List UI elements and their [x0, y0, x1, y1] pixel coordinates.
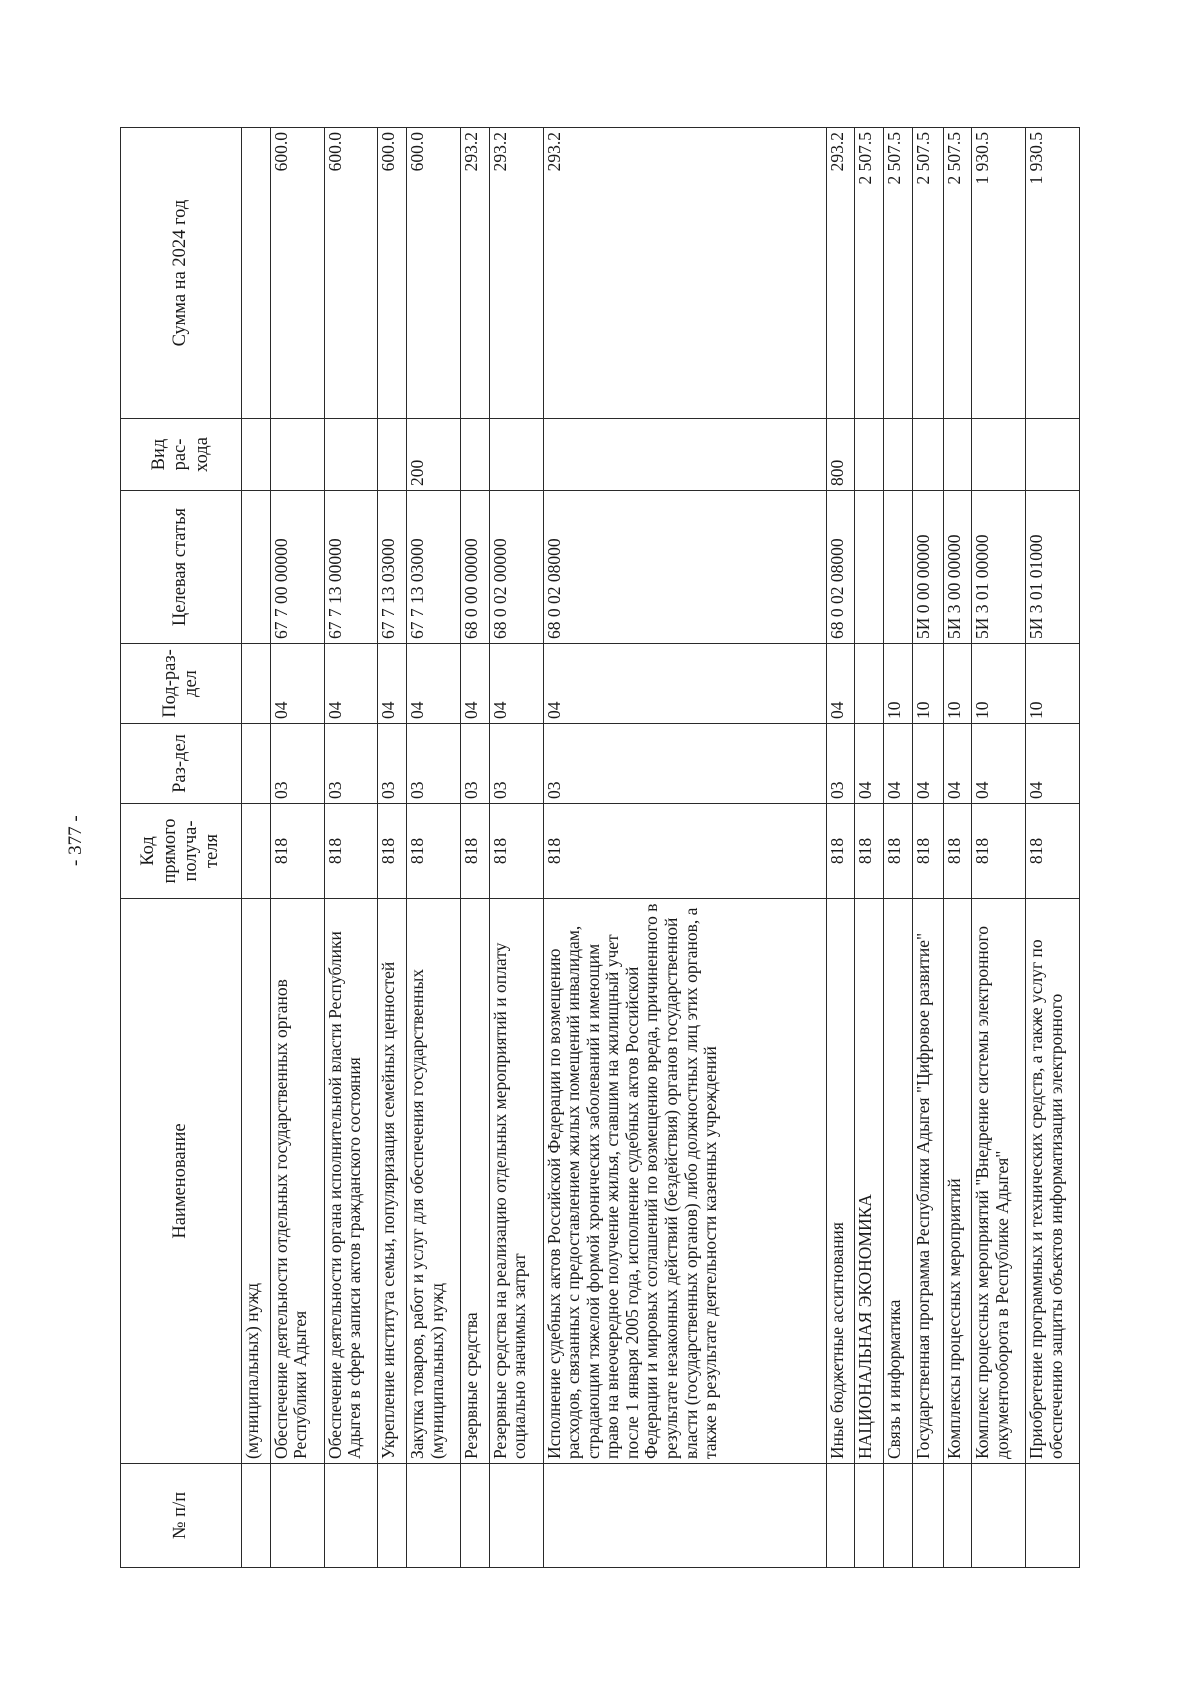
table-row	[943, 128, 972, 1568]
cell-recipient: 818	[884, 804, 913, 899]
cell-num	[324, 1464, 378, 1568]
cell-num	[826, 1464, 855, 1568]
cell-name: Укрепление института семьи, популяризация семейных ценностей	[378, 899, 407, 1464]
cell-name: Комплекс процессных мероприятий "Внедрение системы электронного документооборота в Республике Адыгея"	[972, 899, 1026, 1464]
rotated-page-content	[120, 128, 1080, 1568]
cell-amount: 293.2	[460, 128, 489, 419]
cell-num	[972, 1464, 1026, 1568]
cell-recipient: 818	[460, 804, 489, 899]
cell-subsection: 04	[407, 644, 461, 724]
cell-section: 04	[972, 724, 1026, 804]
cell-name: Приобретение программных и технических средств, а также услуг по обеспечению защиты объектов информатизации электронного	[1026, 899, 1080, 1464]
cell-amount: 2 507.5	[884, 128, 913, 419]
cell-expense-type	[460, 419, 489, 491]
cell-section: 04	[1026, 724, 1080, 804]
table-row	[489, 128, 543, 1568]
cell-expense-type	[884, 419, 913, 491]
cell-section: 03	[489, 724, 543, 804]
cell-target: 5И 3 01 01000	[1026, 491, 1080, 644]
cell-target	[855, 491, 884, 644]
cell-num	[1026, 1464, 1080, 1568]
cell-recipient: 818	[543, 804, 826, 899]
cell-name: (муниципальных) нужд	[242, 899, 271, 1464]
cell-num	[912, 1464, 943, 1568]
cell-section: 03	[460, 724, 489, 804]
cell-amount: 1 930.5	[972, 128, 1026, 419]
cell-recipient: 818	[943, 804, 972, 899]
table-row	[460, 128, 489, 1568]
cell-expense-type: 800	[826, 419, 855, 491]
table-row	[378, 128, 407, 1568]
cell-expense-type	[378, 419, 407, 491]
cell-amount: 2 507.5	[943, 128, 972, 419]
cell-target: 5И 3 00 00000	[943, 491, 972, 644]
cell-recipient: 818	[826, 804, 855, 899]
cell-section: 03	[543, 724, 826, 804]
header-row	[121, 128, 242, 1568]
cell-recipient: 818	[270, 804, 324, 899]
cell-recipient: 818	[489, 804, 543, 899]
cell-subsection: 10	[972, 644, 1026, 724]
cell-subsection: 04	[826, 644, 855, 724]
cell-expense-type	[270, 419, 324, 491]
cell-num	[543, 1464, 826, 1568]
cell-expense-type	[242, 419, 271, 491]
table-row	[1026, 128, 1080, 1568]
cell-subsection: 10	[912, 644, 943, 724]
cell-section: 03	[324, 724, 378, 804]
cell-subsection: 04	[378, 644, 407, 724]
cell-recipient: 818	[855, 804, 884, 899]
header-expense-type: Вид рас-хода	[121, 419, 242, 491]
cell-section: 04	[943, 724, 972, 804]
cell-subsection: 04	[489, 644, 543, 724]
cell-recipient: 818	[972, 804, 1026, 899]
table-row	[270, 128, 324, 1568]
cell-subsection: 10	[1026, 644, 1080, 724]
cell-recipient: 818	[912, 804, 943, 899]
cell-name: Иные бюджетные ассигнования	[826, 899, 855, 1464]
cell-num	[884, 1464, 913, 1568]
cell-subsection: 04	[460, 644, 489, 724]
cell-amount	[242, 128, 271, 419]
cell-name: Обеспечение деятельности органа исполнительной власти Республики Адыгея в сфере записи актов гражданского состояния	[324, 899, 378, 1464]
cell-amount: 600.0	[270, 128, 324, 419]
cell-section	[242, 724, 271, 804]
cell-section: 04	[855, 724, 884, 804]
cell-name: Комплексы процессных мероприятий	[943, 899, 972, 1464]
cell-amount: 2 507.5	[912, 128, 943, 419]
cell-expense-type	[912, 419, 943, 491]
budget-table	[120, 127, 1080, 1568]
cell-target: 68 0 02 08000	[826, 491, 855, 644]
cell-subsection	[855, 644, 884, 724]
table-row	[324, 128, 378, 1568]
cell-name: Резервные средства на реализацию отдельных мероприятий и оплату социально значимых затрат	[489, 899, 543, 1464]
cell-amount: 600.0	[378, 128, 407, 419]
cell-name: Связь и информатика	[884, 899, 913, 1464]
header-num: № п/п	[121, 1464, 242, 1568]
cell-num	[855, 1464, 884, 1568]
cell-name: Государственная программа Республики Адыгея "Цифровое развитие"	[912, 899, 943, 1464]
cell-recipient: 818	[1026, 804, 1080, 899]
cell-target: 68 0 00 00000	[460, 491, 489, 644]
cell-section: 04	[884, 724, 913, 804]
cell-recipient: 818	[407, 804, 461, 899]
table-body	[242, 128, 1080, 1568]
cell-amount: 293.2	[543, 128, 826, 419]
page-number: - 377 -	[65, 815, 86, 866]
cell-subsection: 04	[270, 644, 324, 724]
cell-target: 67 7 13 00000	[324, 491, 378, 644]
header-section: Раз-дел	[121, 724, 242, 804]
cell-amount: 2 507.5	[855, 128, 884, 419]
cell-expense-type	[324, 419, 378, 491]
cell-name: Закупка товаров, работ и услуг для обеспечения государственных (муниципальных) нужд	[407, 899, 461, 1464]
cell-section: 04	[912, 724, 943, 804]
header-target: Целевая статья	[121, 491, 242, 644]
table-row	[972, 128, 1026, 1568]
cell-expense-type: 200	[407, 419, 461, 491]
cell-expense-type	[972, 419, 1026, 491]
cell-target: 67 7 13 03000	[407, 491, 461, 644]
cell-recipient: 818	[378, 804, 407, 899]
cell-num	[489, 1464, 543, 1568]
cell-subsection: 10	[943, 644, 972, 724]
cell-amount: 600.0	[324, 128, 378, 419]
cell-subsection: 04	[543, 644, 826, 724]
cell-target: 5И 3 01 00000	[972, 491, 1026, 644]
cell-target: 67 7 00 00000	[270, 491, 324, 644]
cell-num	[460, 1464, 489, 1568]
cell-name: Исполнение судебных актов Российской Федерации по возмещению расходов, связанных с предоставлением жилых помещений инвалидам, страдающим тяжелой формой хронических заболеваний и имеющим право на внеочередное получение жилья, ставшим на жилищный учет после 1 января 2005 года, исполнение судебных актов Российской Федерации и мировых соглашений по возмещению вреда, причиненного в результате незаконных действий (бездействия) органов государственной власти (государственных органов) либо должностных лиц этих органов, а также в результате деятельности казенных учреждений	[543, 899, 826, 1464]
cell-subsection: 10	[884, 644, 913, 724]
cell-section: 03	[826, 724, 855, 804]
cell-section: 03	[378, 724, 407, 804]
table-row	[407, 128, 461, 1568]
cell-amount: 600.0	[407, 128, 461, 419]
cell-subsection: 04	[324, 644, 378, 724]
cell-num	[242, 1464, 271, 1568]
cell-subsection	[242, 644, 271, 724]
cell-target: 68 0 02 00000	[489, 491, 543, 644]
table-row	[912, 128, 943, 1568]
table-row	[826, 128, 855, 1568]
cell-expense-type	[943, 419, 972, 491]
cell-name: НАЦИОНАЛЬНАЯ ЭКОНОМИКА	[855, 899, 884, 1464]
cell-num	[407, 1464, 461, 1568]
header-recipient: Код прямого получа-теля	[121, 804, 242, 899]
cell-amount: 293.2	[489, 128, 543, 419]
cell-target	[884, 491, 913, 644]
cell-recipient: 818	[324, 804, 378, 899]
cell-num	[378, 1464, 407, 1568]
cell-target	[242, 491, 271, 644]
cell-expense-type	[543, 419, 826, 491]
cell-num	[270, 1464, 324, 1568]
table-row	[242, 128, 271, 1568]
cell-target: 68 0 02 08000	[543, 491, 826, 644]
cell-amount: 1 930.5	[1026, 128, 1080, 419]
table-row	[543, 128, 826, 1568]
cell-target: 5И 0 00 00000	[912, 491, 943, 644]
cell-name: Обеспечение деятельности отдельных государственных органов Республики Адыгея	[270, 899, 324, 1464]
header-subsection: Под-раз-дел	[121, 644, 242, 724]
cell-target: 67 7 13 03000	[378, 491, 407, 644]
header-name: Наименование	[121, 899, 242, 1464]
cell-expense-type	[855, 419, 884, 491]
cell-section: 03	[407, 724, 461, 804]
cell-name: Резервные средства	[460, 899, 489, 1464]
table-row	[855, 128, 884, 1568]
header-amount: Сумма на 2024 год	[121, 128, 242, 419]
cell-expense-type	[489, 419, 543, 491]
cell-recipient	[242, 804, 271, 899]
cell-section: 03	[270, 724, 324, 804]
table-row	[884, 128, 913, 1568]
cell-expense-type	[1026, 419, 1080, 491]
cell-num	[943, 1464, 972, 1568]
cell-amount: 293.2	[826, 128, 855, 419]
